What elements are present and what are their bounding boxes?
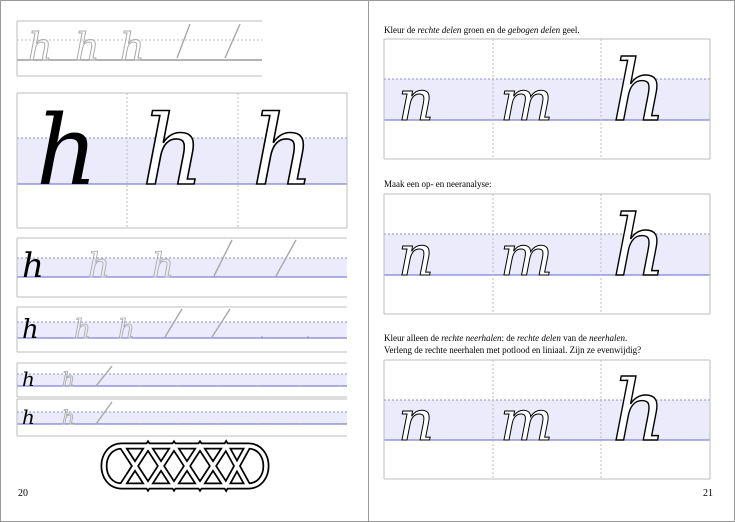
exercise-letter-m: m — [500, 69, 554, 134]
practice-letter-ghost: h — [118, 315, 135, 345]
trace-dot — [257, 385, 259, 387]
practice-line-1 — [17, 238, 347, 297]
instruction-color-parts: Kleur de rechte delen groen en de gebogen delen geel. — [384, 25, 580, 35]
trace-dot — [339, 423, 341, 425]
practice-letter-solid: h — [22, 315, 39, 345]
exercise-letter-n: n — [398, 224, 435, 289]
instruction-up-down-analysis: Maak een op- en neeranalyse: — [384, 179, 492, 189]
exercise-letter-n: n — [398, 69, 435, 134]
practice-letter-ghost: h — [152, 246, 174, 286]
practice-line-2 — [17, 307, 347, 352]
practice-letter-ghost: h — [62, 367, 75, 391]
trace-slash — [177, 24, 190, 58]
trace-dot — [139, 423, 141, 425]
page-number-left: 20 — [18, 488, 28, 499]
practice-letter-ghost: h — [62, 405, 75, 429]
practice-letter-ghost: h — [88, 246, 110, 286]
trace-slash — [225, 24, 240, 58]
trace-dot — [257, 423, 259, 425]
exercise-letter-n: n — [398, 389, 435, 454]
exercise-letter-h: h — [612, 42, 667, 140]
instruction-straight-downstrokes: Kleur alleen de rechte neerhalen: de rechte delen van de neerhalen. Verleng de rechte neerhalen met potlood en liniaal. Zijn ze evenwijdig? — [384, 333, 642, 355]
trace-dot — [139, 385, 141, 387]
model-letter-outline: h — [252, 95, 314, 207]
trace-dot — [177, 423, 179, 425]
practice-letter-ghost: h — [74, 315, 91, 345]
trace-dot — [261, 336, 263, 338]
ghost-trace-letter-2: h — [75, 25, 100, 69]
trace-dot — [339, 385, 341, 387]
practice-letter-solid: h — [22, 367, 35, 391]
model-letter-solid: h — [36, 95, 98, 207]
practice-letter-solid: h — [22, 405, 35, 429]
ghost-trace-letter-1: h — [28, 25, 53, 69]
model-letter-outline: h — [142, 95, 204, 207]
trace-dot — [299, 423, 301, 425]
ghost-trace-letter-3: h — [120, 25, 145, 69]
exercise-letter-h: h — [612, 362, 667, 460]
exercise-letter-m: m — [500, 224, 554, 289]
trace-dot — [307, 336, 309, 338]
trace-dot — [177, 385, 179, 387]
trace-dot — [217, 423, 219, 425]
trace-dot — [217, 385, 219, 387]
exercise-letter-m: m — [500, 389, 554, 454]
practice-letter-solid: h — [22, 246, 44, 286]
exercise-letter-h: h — [612, 197, 667, 295]
trace-dot — [299, 385, 301, 387]
page-number-right: 21 — [703, 488, 713, 499]
